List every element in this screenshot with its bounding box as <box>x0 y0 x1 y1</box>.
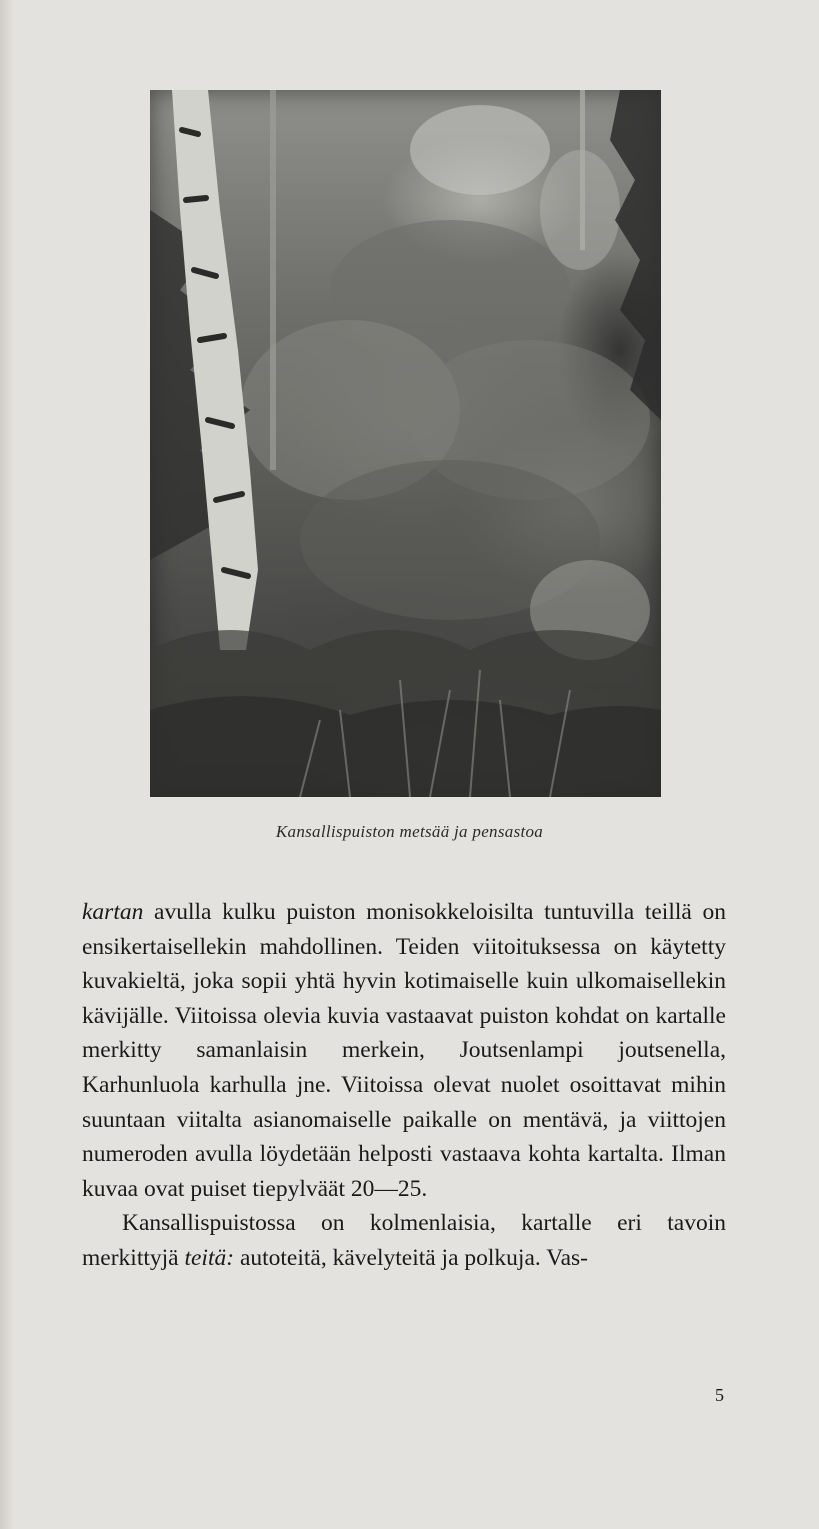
paragraph-2-text-after: autoteitä, kävelyteitä ja polkuja. Vas- <box>234 1244 588 1271</box>
paragraph-1 <box>82 895 726 1206</box>
page-edge <box>0 0 14 1529</box>
paragraph-2-text-before: Kansallispuistossa on kolmenlaisia, kartalle eri tavoin merkittyjä <box>82 1210 726 1271</box>
paragraph-2 <box>82 1206 726 1275</box>
body-text <box>82 895 726 1276</box>
paragraph-1-italic-lead: kartan <box>82 899 144 925</box>
page-number: 5 <box>715 1385 724 1405</box>
forest-photo-illustration <box>150 90 661 797</box>
photo-caption: Kansallispuiston metsää ja pensastoa <box>275 822 544 841</box>
paragraph-1-text: avulla kulku puiston monisokkeloisilta tuntuvilla teillä on ensikertaisellekin mahdollinen. Teiden viitoituksessa on käytetty kuvakieltä, joka sopii yhtä hyvin kotimaiselle kuin ulkomaisellekin kävijälle. Viitoissa olevia kuvia vastaavat puiston kohdat on kartalle merkitty samanlaisin merkein, Joutsenlampi joutsenella, Karhunluola karhulla jne. Viitoissa olevat nuolet osoittavat mihin suuntaan viitalta asianomaiselle paikalle on mentävä, ja viittojen numeroden avulla löydetään helposti vastaava kohta kartalta. Ilman kuvaa ovat puiset tiepylväät 20—25. <box>82 899 726 1202</box>
forest-photo <box>150 90 661 797</box>
paragraph-2-italic: teitä: <box>184 1244 235 1271</box>
